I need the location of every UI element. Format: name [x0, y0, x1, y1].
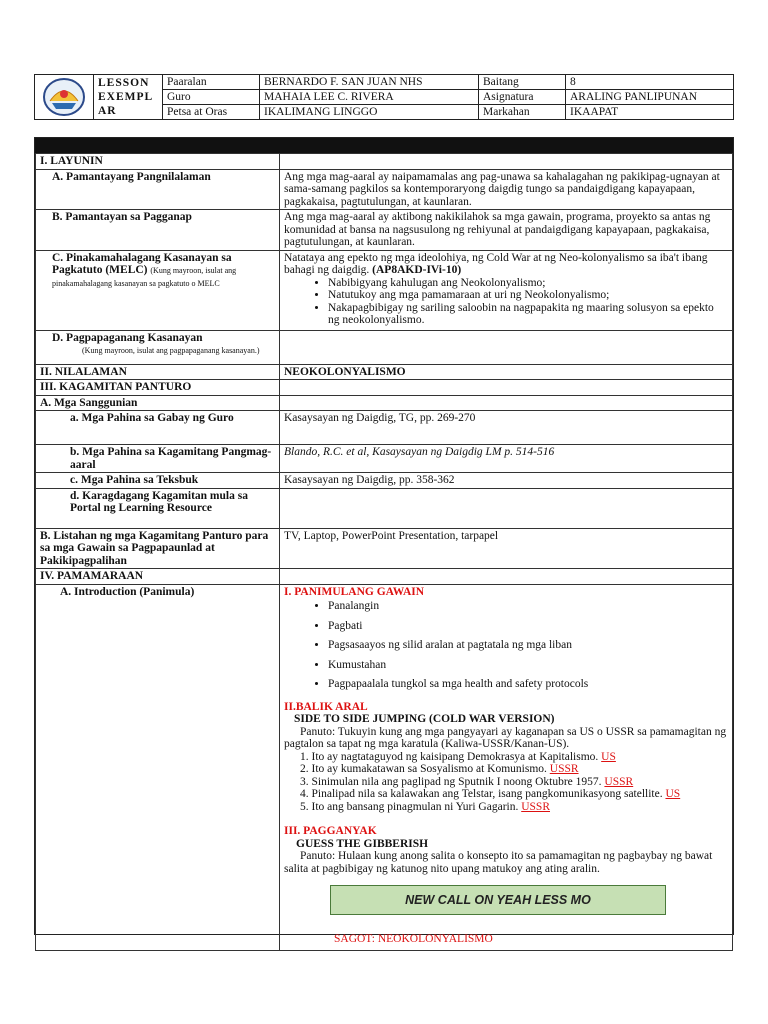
sagot-answer: SAGOT: NEOKOLONYALISMO: [334, 933, 493, 945]
value-baitang: 8: [566, 75, 734, 90]
portal-learning-resource-label: d. Karagdagang Kagamitan mula sa Portal ng Learning Resource: [36, 488, 280, 528]
list-item: • Pagsasaayos ng silid aralan at pagtatala ng mga liban: [328, 639, 728, 652]
label-markahan: Markahan: [479, 105, 566, 120]
list-item: 2. Ito ay kumakatawan sa Sosyalismo at Komunismo. USSR: [300, 763, 579, 775]
answer-label: USSR: [604, 775, 634, 788]
layunin-empty: [280, 154, 733, 170]
label-guro: Guro: [163, 90, 260, 105]
layunin-title: I. LAYUNIN: [36, 154, 280, 170]
value-guro: MAHAIA LEE C. RIVERA: [260, 90, 479, 105]
melc-code: (AP8AKD-IVi-10): [372, 264, 462, 276]
list-item: 5. Ito ang bansang pinagmulan ni Yuri Gagarin. USSR: [300, 800, 550, 813]
list-item: • Natutukoy ang mga pamamaraan at uri ng Neokolonyalismo;: [328, 289, 728, 302]
teksbuk-label: c. Mga Pahina sa Teksbuk: [36, 473, 280, 489]
pamantayan-pagganap-label: B. Pamantayan sa Pagganap: [36, 210, 280, 251]
answer-label: US: [601, 750, 616, 763]
value-asignatura: ARALING PANLIPUNAN: [566, 90, 734, 105]
school-logo-icon: [42, 77, 86, 117]
label-baitang: Baitang: [479, 75, 566, 90]
pamamaraan-empty: [280, 569, 733, 585]
value-petsa: IKALIMANG LINGGO: [260, 105, 479, 120]
list-item: • Kumustahan: [328, 659, 728, 672]
school-logo-cell: [35, 75, 94, 120]
label-asignatura: Asignatura: [479, 90, 566, 105]
nilalaman-value: NEOKOLONYALISMO: [280, 364, 733, 380]
pamantayan-pagganap-text: Ang mga mag-aaral ay aktibong nakikilahok sa mga gawain, programa, proyekto sa antas ng komunidad at bansa na nagsusulong ng rehiyunal at pandaigdigang kapayapaan, pagkakaisa, pagtutulungan, at kaunlaran.: [280, 210, 733, 251]
pagpapaganang-kasanayan-label: D. Pagpapaganang Kasanayan: [52, 331, 203, 344]
balik-aral-subtitle: SIDE TO SIDE JUMPING (COLD WAR VERSION): [294, 713, 555, 725]
list-item: • Panalangin: [328, 600, 728, 613]
title-line-3: AR: [98, 105, 117, 117]
balik-aral-panuto: Panuto: Tukuyin kung ang mga pangyayari ay kaganapan sa US o USSR sa pamamagitan ng pagtalon sa tapat ng mga karatula (Kaliwa-USSR/Kanan-US).: [284, 725, 727, 750]
title-line-2: EXEMPL: [98, 91, 154, 103]
pamamaraan-title: IV. PAMAMARAAN: [36, 569, 280, 585]
pagganyak-subtitle: GUESS THE GIBBERISH: [296, 837, 429, 850]
lesson-body: [34, 137, 734, 945]
pagganyak-title: III. PAGGANYAK: [284, 825, 377, 837]
portal-learning-resource-empty: [280, 488, 733, 528]
list-item: • Pagpapaalala tungkol sa mga health and safety protocols: [328, 678, 728, 691]
kagamitang-pangmag-aaral-label: b. Mga Pahina sa Kagamitang Pangmag-aaral: [36, 445, 280, 473]
label-paaralan: Paaralan: [163, 75, 260, 90]
melc-text: Natataya ang epekto ng mga ideolohiya, ng Cold War at ng Neo-kolonyalismo sa iba't ibang bahagi ng daigdig.: [284, 251, 708, 276]
pamantayang-pangnilalaman-label: A. Pamantayang Pangnilalaman: [36, 169, 280, 210]
gabay-guro-label: a. Mga Pahina sa Gabay ng Guro: [36, 411, 280, 445]
nilalaman-label: II. NILALAMAN: [36, 364, 280, 380]
balik-aral-title: II.BALIK ARAL: [284, 700, 368, 713]
introduction-content: [280, 584, 733, 950]
list-item: 4. Pinalipad nila sa kalawakan ang Telstar, isang pangkomunikasyong satellite. US: [300, 788, 681, 800]
pagpapaganang-kasanayan-cell: [36, 330, 280, 364]
header-table: [34, 74, 734, 120]
list-item: • Pagbati: [328, 620, 728, 633]
listahan-kagamitan-label: B. Listahan ng mga Kagamitang Panturo para sa mga Gawain sa Pagpapaunlad at Pakikipagpalihan: [36, 528, 280, 569]
lesson-exemplar-title: [94, 75, 163, 120]
teksbuk-value: Kasaysayan ng Daigdig, pp. 358-362: [280, 473, 733, 489]
sanggunian-label: A. Mga Sanggunian: [36, 395, 280, 411]
melc-objectives-list: [284, 277, 728, 327]
answer-label: US: [665, 788, 681, 800]
value-paaralan: BERNARDO F. SAN JUAN NHS: [260, 75, 479, 90]
kagamitang-pangmag-aaral-value: Blando, R.C. et al, Kasaysayan ng Daigdig LM p. 514-516: [280, 445, 733, 473]
gabay-guro-value: Kasaysayan ng Daigdig, TG, pp. 269-270: [280, 411, 733, 445]
melc-label: C. Pinakamahalagang Kasanayan sa Pagkatuto (MELC): [52, 251, 232, 276]
pagganyak-panuto: Panuto: Hulaan kung anong salita o konsepto ito sa pamamagitan ng pagbaybay ng bawat salita at pagbibigay ng katunog nito upang matukoy ang ating aralin.: [284, 850, 713, 875]
title-line-1: LESSON: [98, 77, 150, 89]
melc-content: [280, 250, 733, 330]
list-item: 3. Sinimulan nila ang paglipad ng Sputnik I noong Oktubre 1957. USSR: [300, 775, 634, 788]
pamantayang-pangnilalaman-text: Ang mga mag-aaral ay naipamamalas ang pag-unawa sa kahalagahan ng pakikipag-ugnayan at sama-samang pagkilos sa kontemporaryong daigdig tungo sa pandaigdigang kapayapaan, pagkakaisa, pagtutulungan, at kaunlaran.: [280, 169, 733, 210]
sanggunian-empty: [280, 395, 733, 411]
lesson-table: [35, 153, 733, 951]
gibberish-card: NEW CALL ON YEAH LESS MO: [330, 885, 666, 915]
kagamitan-title: III. KAGAMITAN PANTURO: [36, 380, 280, 396]
header-bar: [35, 138, 733, 153]
label-petsa: Petsa at Oras: [163, 105, 260, 120]
kagamitan-empty: [280, 380, 733, 396]
list-item: 1. Ito ay nagtataguyod ng kaisipang Demokrasya at Kapitalismo. US: [300, 750, 616, 763]
pagpapaganang-kasanayan-note: (Kung mayroon, isulat ang pagpapaganang kasanayan.): [82, 346, 260, 355]
melc-note: (Kung mayroon, isulat ang pinakamahalagang kasanayan sa pagkatuto o MELC: [52, 266, 237, 288]
list-item: • Nabibigyang kahulugan ang Neokolonyalismo;: [328, 277, 728, 290]
answer-label: USSR: [521, 800, 550, 813]
pagpapaganang-kasanayan-empty: [280, 330, 733, 364]
listahan-kagamitan-value: TV, Laptop, PowerPoint Presentation, tarpapel: [280, 528, 733, 569]
introduction-label: A. Introduction (Panimula): [36, 584, 280, 950]
balik-aral-items: [284, 751, 728, 814]
list-item: • Nakapagbibigay ng sariling saloobin na nagpapakita ng maaring solusyon sa epekto ng neokolonyalismo.: [328, 302, 728, 327]
panimulang-gawain-title: I. PANIMULANG GAWAIN: [284, 585, 425, 598]
answer-label: USSR: [549, 763, 579, 775]
melc-label-cell: [36, 250, 280, 330]
value-markahan: IKAAPAT: [566, 105, 734, 120]
panimulang-gawain-list: [284, 600, 728, 691]
